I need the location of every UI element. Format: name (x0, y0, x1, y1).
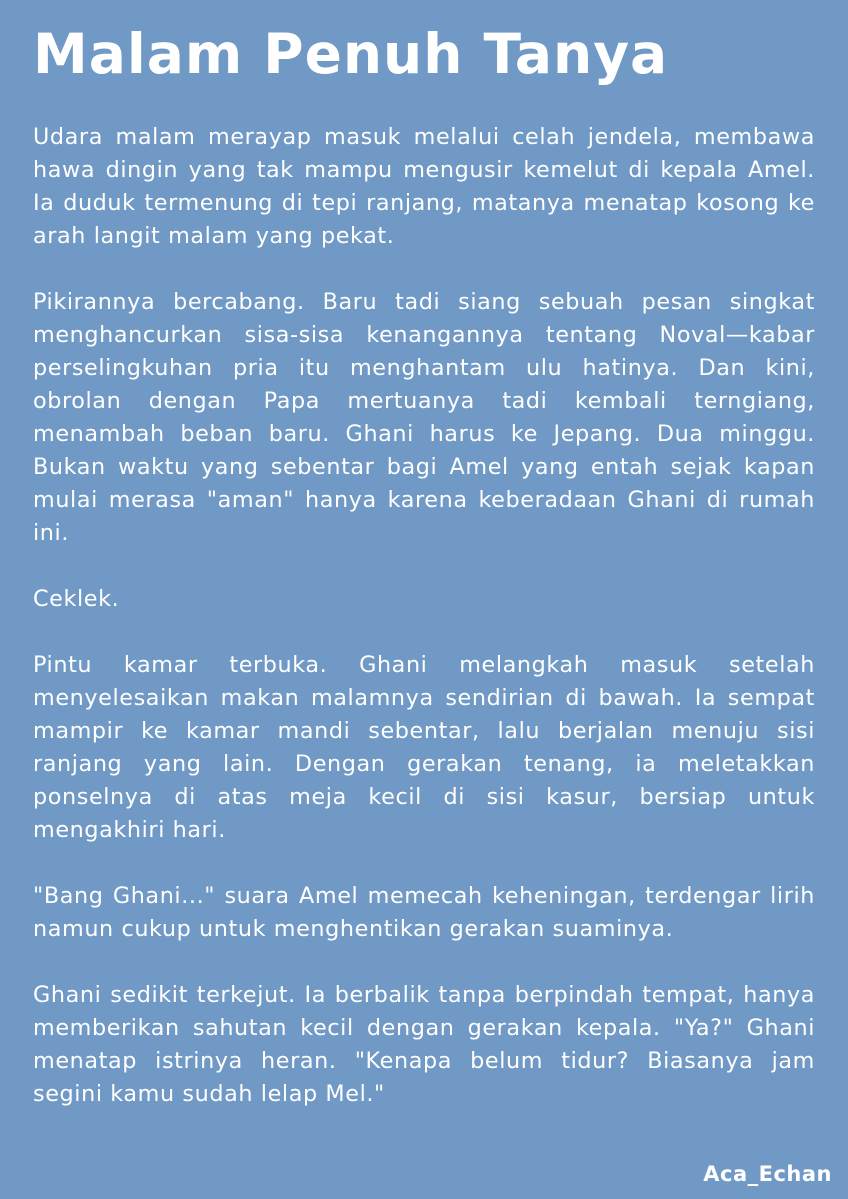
author-signature: Aca_Echan (703, 1162, 832, 1186)
paragraph-6: Ghani sedikit terkejut. Ia berbalik tanpa berpindah tempat, hanya memberikan sahutan kecil dengan gerakan kepala. "Ya?" Ghani menatap istrinya heran. "Kenapa belum tidur? Biasanya jam segini kamu sudah lelap Mel." (33, 982, 815, 1107)
paragraph-3: Ceklek. (33, 586, 120, 612)
story-title: Malam Penuh Tanya (33, 22, 669, 86)
paragraph-5: "Bang Ghani..." suara Amel memecah keheningan, terdengar lirih namun cukup untuk menghentikan gerakan suaminya. (33, 883, 815, 942)
paragraph-2: Pikirannya bercabang. Baru tadi siang sebuah pesan singkat menghancurkan sisa-sisa kenangannya tentang Noval—kabar perselingkuhan pria itu menghantam ulu hatinya. Dan kini, obrolan dengan Papa mertuanya tadi kembali terngiang, menambah beban baru. Ghani harus ke Jepang. Dua minggu. Bukan waktu yang sebentar bagi Amel yang entah sejak kapan mulai merasa "aman" hanya karena keberadaan Ghani di rumah ini. (33, 289, 815, 546)
paragraph-1: Udara malam merayap masuk melalui celah jendela, membawa hawa dingin yang tak mampu mengusir kemelut di kepala Amel. Ia duduk termenung di tepi ranjang, matanya menatap kosong ke arah langit malam yang pekat. (33, 124, 815, 249)
paragraph-4: Pintu kamar terbuka. Ghani melangkah masuk setelah menyelesaikan makan malamnya sendirian di bawah. Ia sempat mampir ke kamar mandi sebentar, lalu berjalan menuju sisi ranjang yang lain. Dengan gerakan tenang, ia meletakkan ponselnya di atas meja kecil di sisi kasur, bersiap untuk mengakhiri hari. (33, 652, 815, 843)
story-body (33, 121, 815, 1111)
